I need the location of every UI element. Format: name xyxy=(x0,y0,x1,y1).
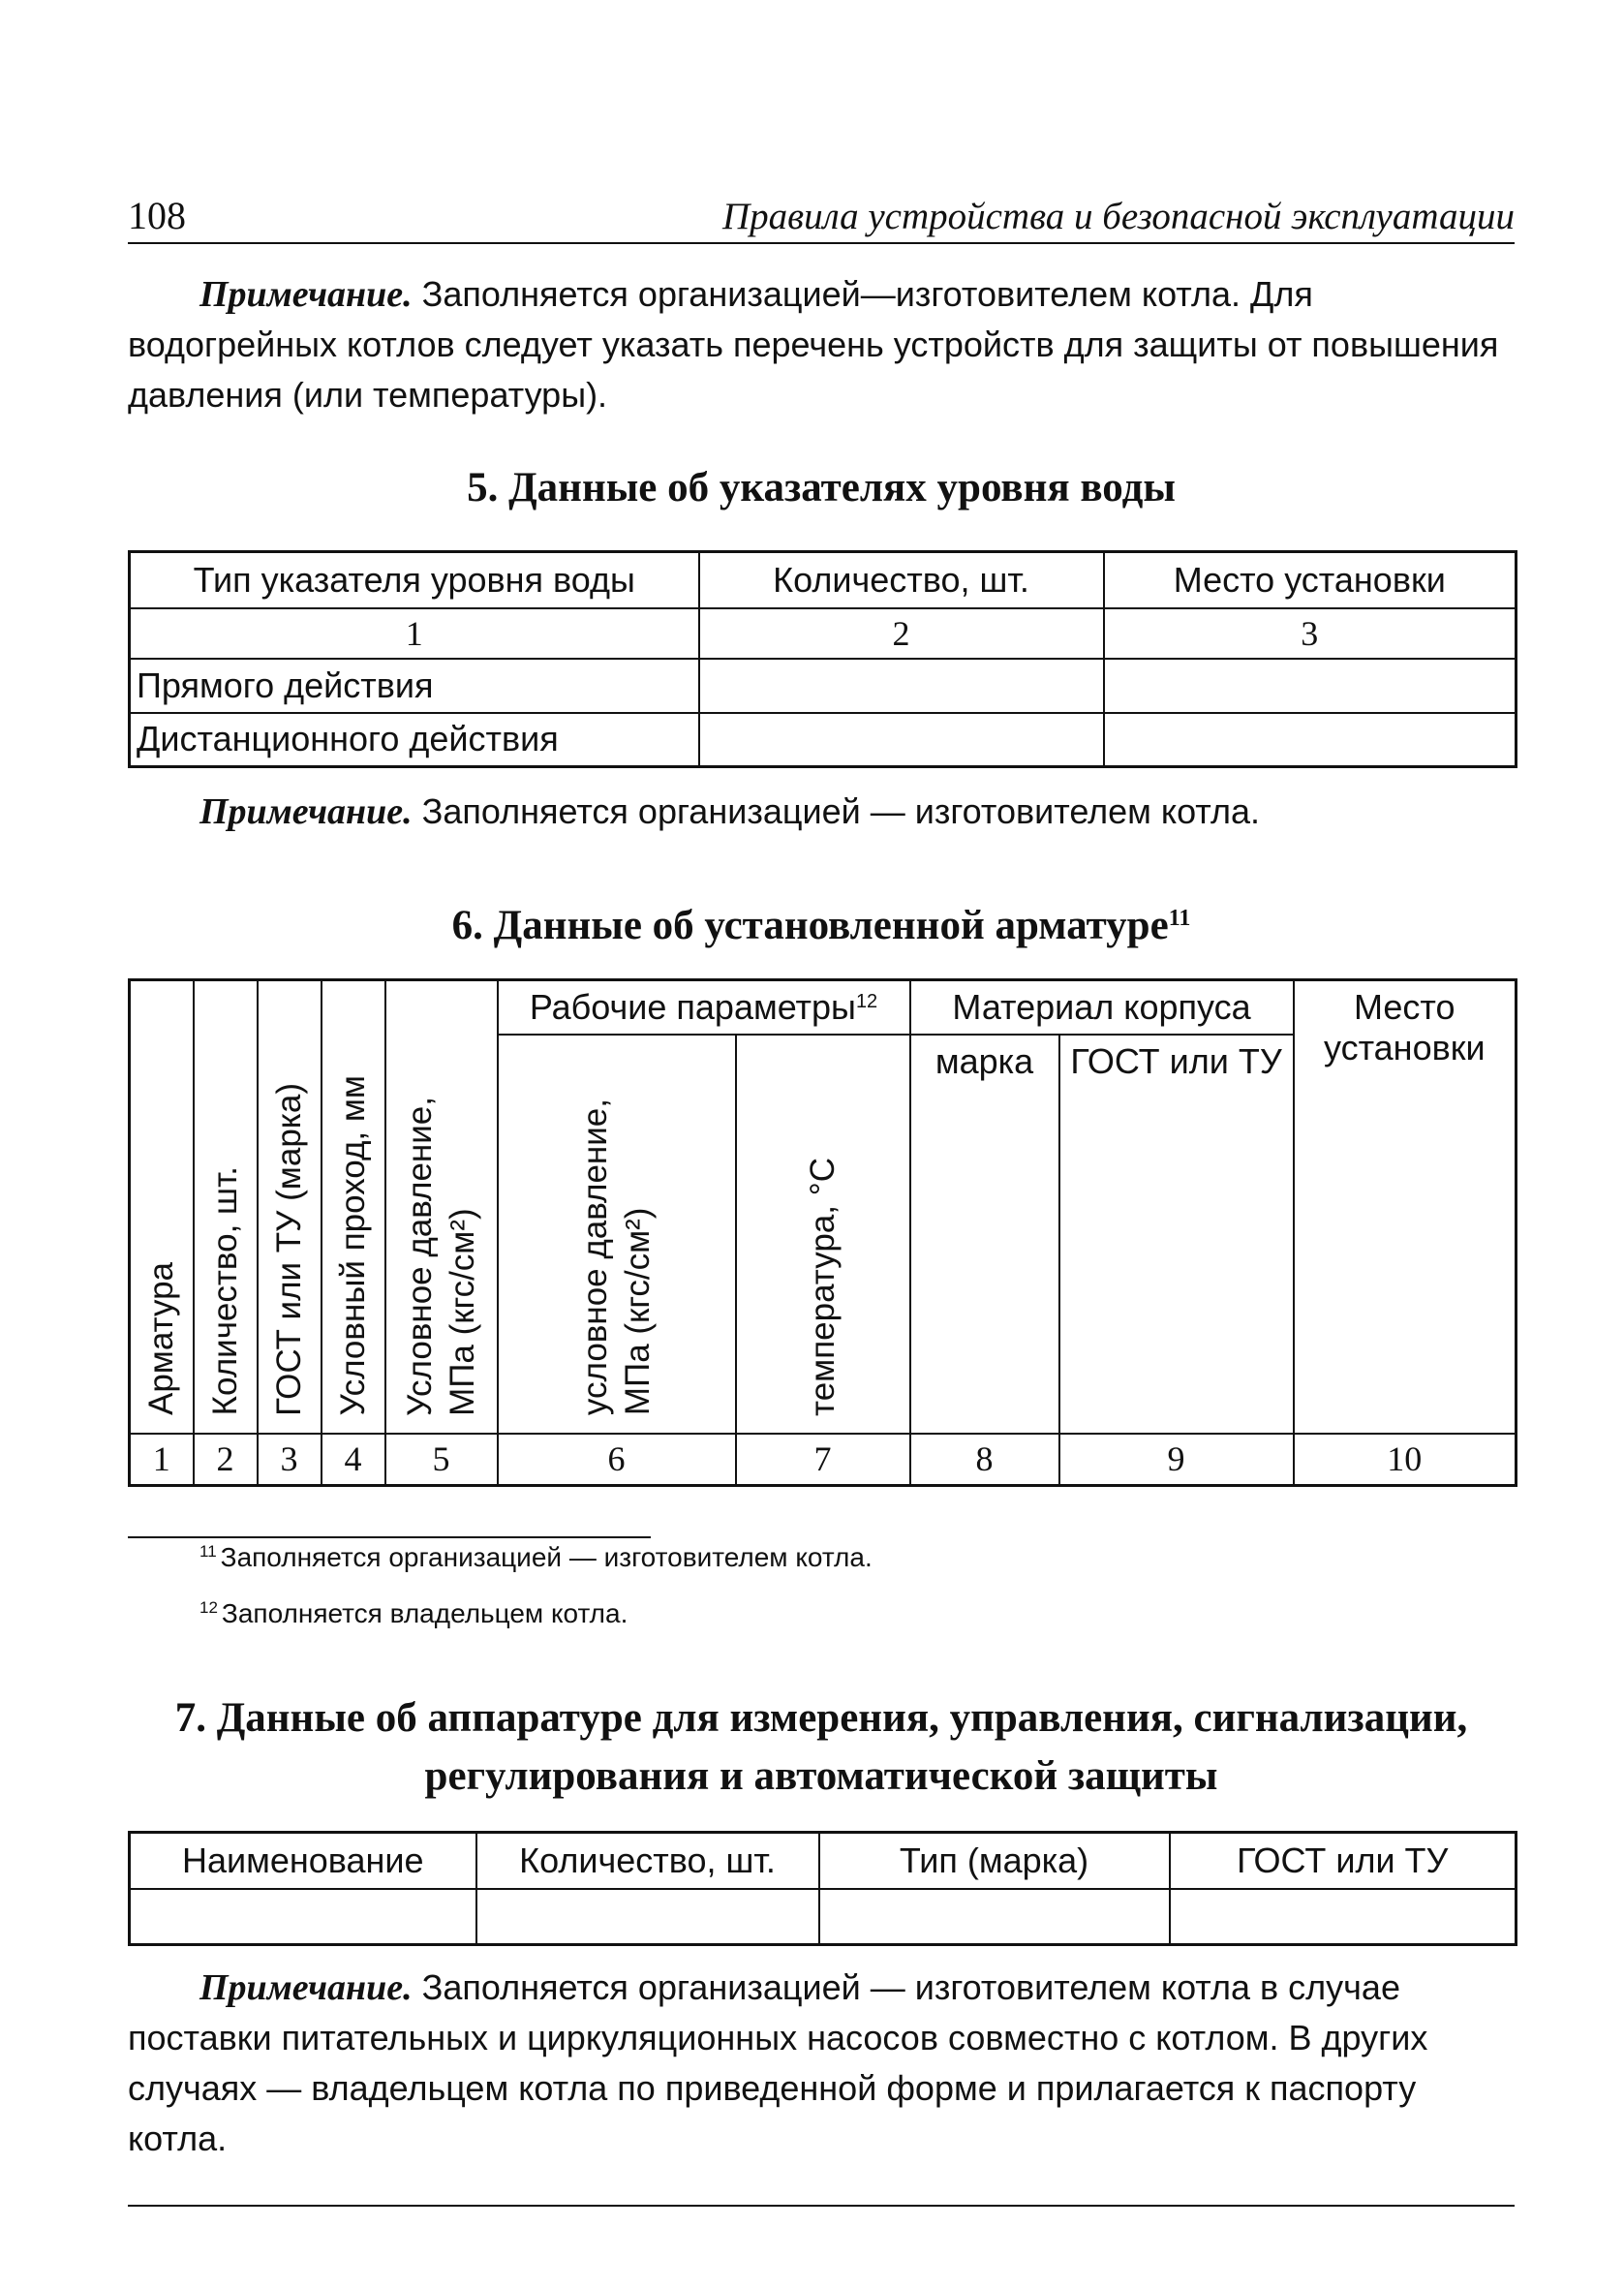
water-level-table xyxy=(128,550,1517,768)
note-label: Примечание. xyxy=(199,1967,413,2008)
footnote-text: Заполняется организацией — изготовителем котла. xyxy=(220,1542,873,1572)
note-text: Заполняется организацией — изготовителем котла в случае поставки питательных и циркуляционных насосов совместно с котлом. В других случаях — владельцем котла по приведенной форме и прилагается к паспорту котла. xyxy=(128,1967,1428,2158)
header-text: Условный проход, мм xyxy=(333,1075,372,1416)
header-text: температура, °С xyxy=(803,1157,842,1416)
column-number: 1 xyxy=(130,1434,194,1486)
column-number: 2 xyxy=(699,608,1104,659)
column-number: 4 xyxy=(322,1434,385,1486)
section-5-title: 5. Данные об указателях уровня воды xyxy=(467,465,1176,510)
note-text: Заполняется организацией—изготовителем котла. Для водогрейных котлов следует указать перечень устройств для защиты от повышения давления (или температуры). xyxy=(128,274,1499,415)
column-number: 2 xyxy=(194,1434,258,1486)
header-line: МПа (кгс/см²) xyxy=(443,1207,481,1416)
table-row xyxy=(130,1889,1517,1945)
column-header: Наименование xyxy=(130,1833,476,1889)
note-label: Примечание. xyxy=(199,274,413,315)
section-6-title-text: 6. Данные об установленной арматуре xyxy=(451,903,1169,948)
column-header: Тип указателя уровня воды xyxy=(130,552,699,608)
column-header: Количество, шт. xyxy=(699,552,1104,608)
table-cell xyxy=(1170,1889,1517,1945)
table-cell xyxy=(699,659,1104,713)
column-header-bm-gost: ГОСТ или ТУ xyxy=(1059,1035,1294,1434)
header-text: Арматура xyxy=(141,1262,180,1416)
table-row xyxy=(130,659,1517,713)
note-label: Примечание. xyxy=(199,791,413,832)
row-label: Дистанционного действия xyxy=(130,713,699,767)
column-header-armatura xyxy=(130,980,194,1434)
fittings-table xyxy=(128,978,1517,1487)
footnote-mark: 11 xyxy=(199,1542,217,1561)
page-header xyxy=(128,190,1515,244)
column-header: Место установки xyxy=(1104,552,1517,608)
table-cell xyxy=(1104,713,1517,767)
column-header-nominal-bore xyxy=(322,980,385,1434)
column-header-wp-temp xyxy=(736,1035,910,1434)
section-7-note xyxy=(128,1963,1515,2164)
column-number: 10 xyxy=(1294,1434,1517,1486)
table-cell xyxy=(699,713,1104,767)
section-7-title-line: 7. Данные об аппаратуре для измерения, управления, сигнализации, xyxy=(174,1695,1468,1741)
table-cell xyxy=(1104,659,1517,713)
column-number: 9 xyxy=(1059,1434,1294,1486)
column-header-quantity xyxy=(194,980,258,1434)
table-header-row xyxy=(130,552,1517,608)
header-text: ГОСТ или ТУ (марка) xyxy=(269,1082,308,1416)
column-number: 8 xyxy=(910,1434,1059,1486)
intro-note xyxy=(128,269,1515,420)
instrumentation-table xyxy=(128,1831,1517,1946)
column-header: ГОСТ или ТУ xyxy=(1170,1833,1517,1889)
column-header-bm-mark: марка xyxy=(910,1035,1059,1434)
footnote-text: Заполняется владельцем котла. xyxy=(221,1598,628,1628)
table-row xyxy=(130,713,1517,767)
footnote-11 xyxy=(199,1542,873,1573)
footnote-12 xyxy=(199,1598,628,1629)
column-header-nominal-pressure xyxy=(385,980,498,1434)
note-text: Заполняется организацией — изготовителем котла. xyxy=(412,791,1261,831)
section-6-title xyxy=(128,889,1515,955)
header-text: Количество, шт. xyxy=(205,1166,244,1416)
column-number: 6 xyxy=(498,1434,736,1486)
page-number: 108 xyxy=(128,194,186,237)
table-cell xyxy=(819,1889,1170,1945)
footnote-ref: 12 xyxy=(855,990,878,1012)
header-line: условное давление, xyxy=(575,1098,614,1416)
header-text xyxy=(574,1098,659,1415)
footnote-mark: 12 xyxy=(199,1598,218,1617)
column-number-row xyxy=(130,1434,1517,1486)
column-number: 3 xyxy=(1104,608,1517,659)
column-number: 1 xyxy=(130,608,699,659)
column-header-work-params xyxy=(498,980,910,1035)
header-line: МПа (кгс/см²) xyxy=(618,1207,657,1416)
table-cell xyxy=(130,1889,476,1945)
row-label: Прямого действия xyxy=(130,659,699,713)
header-line: Условное давление, xyxy=(400,1096,439,1416)
table-cell xyxy=(476,1889,819,1945)
footnote-ref: 11 xyxy=(1168,906,1191,931)
column-number: 7 xyxy=(736,1434,910,1486)
running-title: Правила устройства и безопасной эксплуатации xyxy=(722,196,1515,237)
column-header-gost-mark xyxy=(258,980,322,1434)
table-header-row xyxy=(130,980,1517,1035)
column-number: 5 xyxy=(385,1434,498,1486)
column-header-location: Место установки xyxy=(1294,980,1517,1434)
page-end-rule xyxy=(128,2205,1515,2207)
section-5-note xyxy=(128,787,1515,837)
column-number-row xyxy=(130,608,1517,659)
column-header: Тип (марка) xyxy=(819,1833,1170,1889)
header-text xyxy=(399,1097,484,1416)
table-header-row xyxy=(130,1833,1517,1889)
footnote-divider xyxy=(128,1536,651,1538)
column-header: Количество, шт. xyxy=(476,1833,819,1889)
column-header-wp-pressure xyxy=(498,1035,736,1434)
section-7-title-line: регулирования и автоматической защиты xyxy=(424,1753,1218,1799)
section-7-title xyxy=(128,1689,1515,1806)
header-text: Рабочие параметры xyxy=(529,986,856,1027)
column-header-body-material: Материал корпуса xyxy=(910,980,1294,1035)
column-number: 3 xyxy=(258,1434,322,1486)
